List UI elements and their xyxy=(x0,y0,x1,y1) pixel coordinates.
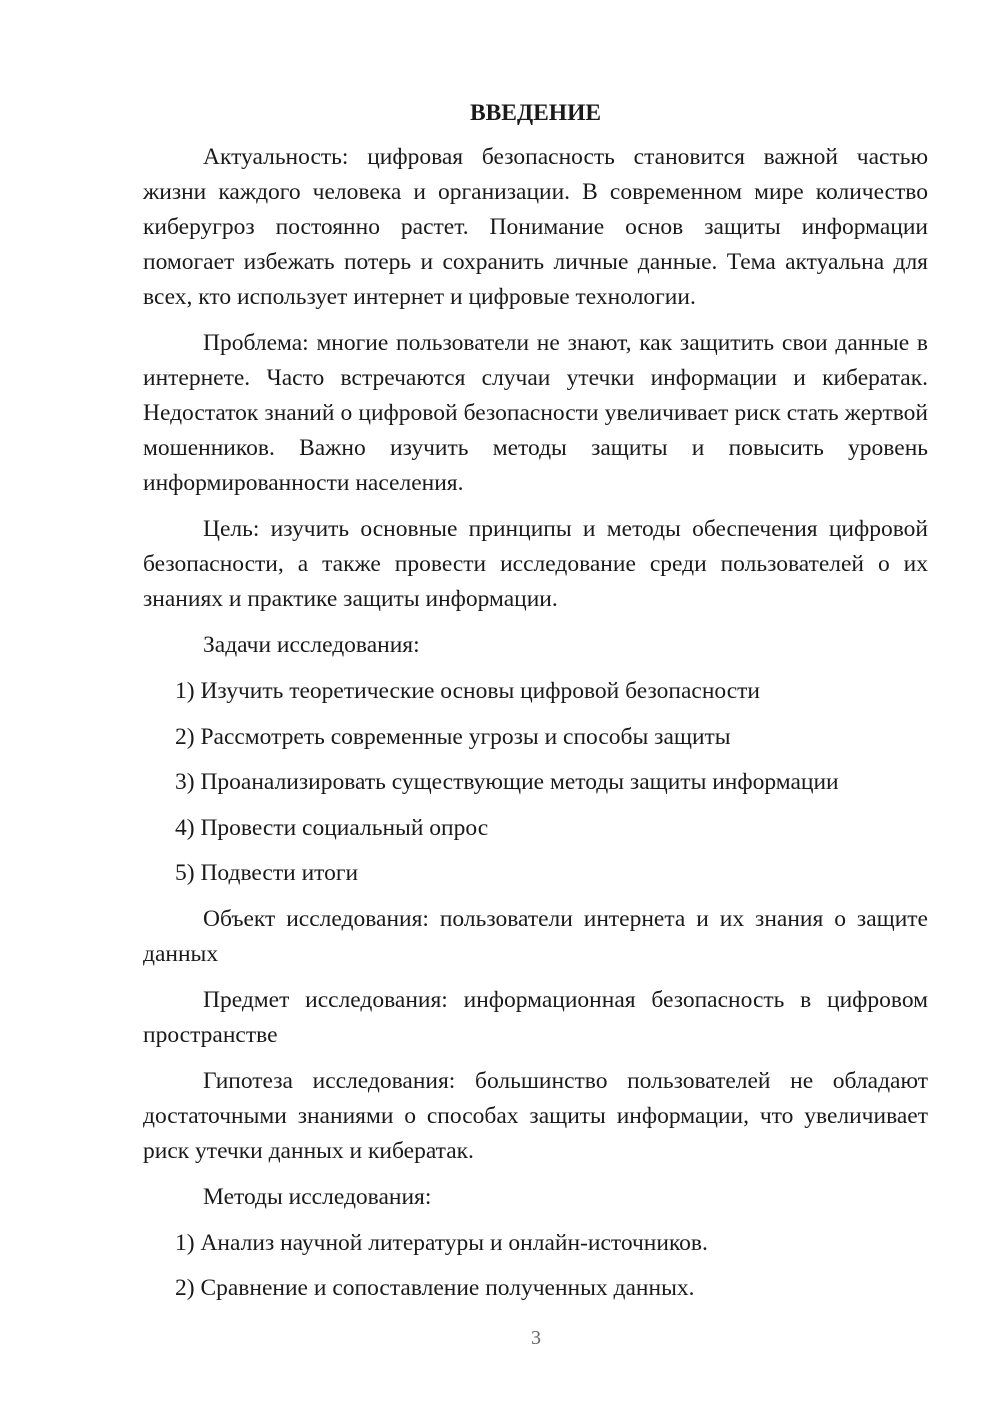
list-item: 2) Сравнение и сопоставление полученных данных. xyxy=(175,1275,695,1301)
paragraph-problem: Проблема: многие пользователи не знают, как защитить свои данные в интернете. Часто встречаются случаи утечки информации и кибератак. Недостаток знаний о цифровой безопасности увеличивает риск стать жертвой мошенников. Важно изучить методы защиты и повысить уровень информированности населения. xyxy=(143,330,928,496)
list-item: 4) Провести социальный опрос xyxy=(175,814,489,841)
paragraph-hypothesis: Гипотеза исследования: большинство пользователей не обладают достаточными знаниями о способах защиты информации, что увеличивает риск утечки данных и кибератак. xyxy=(143,1067,928,1164)
page-number: 3 xyxy=(531,1327,541,1349)
paragraph-subject: Предмет исследования: информационная безопасность в цифровом пространстве xyxy=(143,986,928,1048)
list-item: 2) Рассмотреть современные угрозы и способы защиты xyxy=(175,723,731,750)
list-item: 1) Анализ научной литературы и онлайн-источников. xyxy=(175,1229,708,1256)
tasks-list xyxy=(143,674,928,891)
list-item: 5) Подвести итоги xyxy=(175,860,359,886)
methods-list xyxy=(143,1226,928,1307)
list-item: 3) Проанализировать существующие методы защиты информации xyxy=(175,769,839,795)
paragraph-goal: Цель: изучить основные принципы и методы обеспечения цифровой безопасности, а также провести исследование среди пользователей о их знаниях и практике защиты информации. xyxy=(143,516,928,612)
paragraph-relevance: Актуальность: цифровая безопасность становится важной частью жизни каждого человека и организации. В современном мире количество киберугроз постоянно растет. Понимание основ защиты информации помогает избежать потерь и сохранить личные данные. Тема актуальна для всех, кто использует интернет и цифровые технологии. xyxy=(143,144,928,310)
list-item: 1) Изучить теоретические основы цифровой безопасности xyxy=(175,678,761,704)
methods-label: Методы исследования: xyxy=(203,1183,432,1210)
document-page xyxy=(143,96,928,1317)
paragraph-object: Объект исследования: пользователи интернета и их знания о защите данных xyxy=(143,905,928,967)
section-title: ВВЕДЕНИЕ xyxy=(469,100,602,126)
tasks-label: Задачи исследования: xyxy=(203,632,420,658)
